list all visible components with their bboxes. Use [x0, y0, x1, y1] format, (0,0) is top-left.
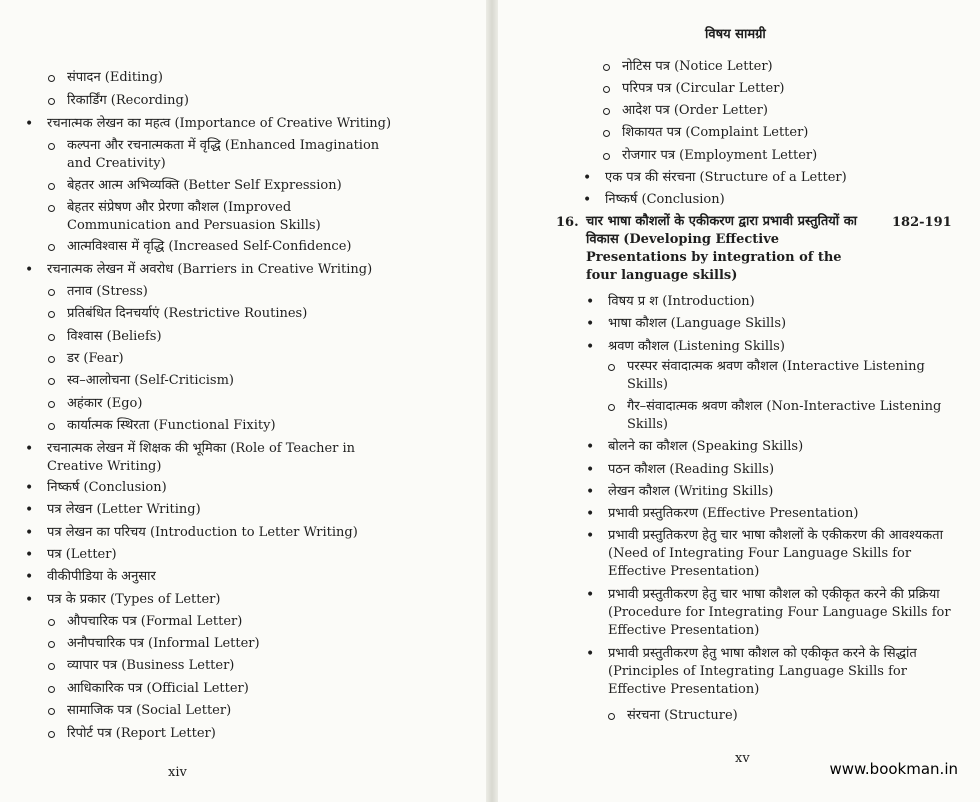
page-number: xv	[735, 751, 750, 766]
list-item: • प्रभावी प्रस्तुतीकरण हेतु भाषा कौशल को एकीकृत करने के सिद्धांत (Principles of Integrating Language Skills for Effective Presentation)	[608, 645, 953, 699]
list-item: डर (Fear)	[67, 350, 467, 368]
list-item: • निष्कर्ष (Conclusion)	[605, 191, 960, 209]
list-item: प्रतिबंधित दिनचर्याएं (Restrictive Routines)	[67, 305, 467, 323]
list-item: • वीकीपीडिया के अनुसार	[47, 568, 467, 586]
list-item: बेहतर आत्म अभिव्यक्ति (Better Self Expression)	[67, 177, 467, 195]
list-item: आधिकारिक पत्र (Official Letter)	[67, 680, 467, 698]
watermark: www.bookman.in	[829, 760, 958, 778]
list-item: व्यापार पत्र (Business Letter)	[67, 657, 467, 675]
list-item: परिपत्र पत्र (Circular Letter)	[622, 80, 962, 98]
list-item: • भाषा कौशल (Language Skills)	[608, 315, 963, 333]
list-item: • विषय प्र श (Introduction)	[608, 293, 963, 311]
list-item: • प्रभावी प्रस्तुतिकरण (Effective Presentation)	[608, 505, 963, 523]
list-item: • लेखन कौशल (Writing Skills)	[608, 483, 963, 501]
list-item: गैर–संवादात्मक श्रवण कौशल (Non-Interactive Listening Skills)	[627, 398, 957, 434]
list-item: औपचारिक पत्र (Formal Letter)	[67, 613, 467, 631]
list-item: कल्पना और रचनात्मकता में वृद्धि (Enhanced Imagination and Creativity)	[67, 137, 392, 173]
list-item: रिपोर्ट पत्र (Report Letter)	[67, 725, 467, 743]
list-item: विश्वास (Beliefs)	[67, 328, 467, 346]
list-item: • प्रभावी प्रस्तुतीकरण हेतु चार भाषा कौशल को एकीकृत करने की प्रक्रिया (Procedure for Integrating Four Language Skills for Effective Presentation)	[608, 586, 953, 640]
section-page-range: 182-191	[892, 215, 952, 230]
right-page	[500, 0, 980, 802]
list-item: • निष्कर्ष (Conclusion)	[47, 479, 467, 497]
list-item: • श्रवण कौशल (Listening Skills)	[608, 338, 963, 356]
list-item: शिकायत पत्र (Complaint Letter)	[622, 124, 962, 142]
list-item: आदेश पत्र (Order Letter)	[622, 102, 962, 120]
book-gutter	[486, 0, 498, 802]
list-item: अहंकार (Ego)	[67, 395, 467, 413]
list-item: आत्मविश्वास में वृद्धि (Increased Self-Confidence)	[67, 238, 467, 256]
list-item: • पठन कौशल (Reading Skills)	[608, 461, 963, 479]
list-item: रिकार्डिंग (Recording)	[67, 92, 467, 110]
list-item: • प्रभावी प्रस्तुतिकरण हेतु चार भाषा कौशलों के एकीकरण की आवश्यकता (Need of Integrating Four Language Skills for Effective Presentation)	[608, 527, 953, 581]
list-item: • पत्र (Letter)	[47, 546, 467, 564]
list-item: कार्यात्मक स्थिरता (Functional Fixity)	[67, 417, 467, 435]
list-item: • रचनात्मक लेखन में शिक्षक की भूमिका (Role of Teacher in Creative Writing)	[47, 440, 392, 476]
list-item: • पत्र लेखन का परिचय (Introduction to Letter Writing)	[47, 524, 467, 542]
page-header: विषय सामग्री	[705, 27, 766, 42]
list-item: • रचनात्मक लेखन में अवरोध (Barriers in Creative Writing)	[47, 261, 467, 279]
list-item: • पत्र लेखन (Letter Writing)	[47, 501, 467, 519]
list-item: • पत्र के प्रकार (Types of Letter)	[47, 591, 467, 609]
list-item: रोजगार पत्र (Employment Letter)	[622, 147, 962, 165]
section-title: चार भाषा कौशलों के एकीकरण द्वारा प्रभावी प्रस्तुतियों का विकास (Developing Effective Presentations by integration of the four language skills)	[586, 214, 858, 283]
list-item: नोटिस पत्र (Notice Letter)	[622, 58, 962, 76]
section-number: 16.	[556, 215, 579, 230]
list-item: बेहतर संप्रेषण और प्रेरणा कौशल (Improved Communication and Persuasion Skills)	[67, 199, 332, 235]
list-item: स्व–आलोचना (Self-Criticism)	[67, 372, 467, 390]
list-item: • बोलने का कौशल (Speaking Skills)	[608, 438, 963, 456]
list-item: संपादन (Editing)	[67, 69, 467, 87]
list-item: • रचनात्मक लेखन का महत्व (Importance of Creative Writing)	[47, 115, 467, 133]
list-item: तनाव (Stress)	[67, 283, 467, 301]
page-number: xiv	[168, 765, 187, 780]
list-item: संरचना (Structure)	[627, 707, 947, 725]
left-page	[0, 0, 485, 802]
list-item: सामाजिक पत्र (Social Letter)	[67, 702, 467, 720]
list-item: परस्पर संवादात्मक श्रवण कौशल (Interactive Listening Skills)	[627, 358, 947, 394]
list-item: अनौपचारिक पत्र (Informal Letter)	[67, 635, 467, 653]
list-item: • एक पत्र की संरचना (Structure of a Letter)	[605, 169, 960, 187]
